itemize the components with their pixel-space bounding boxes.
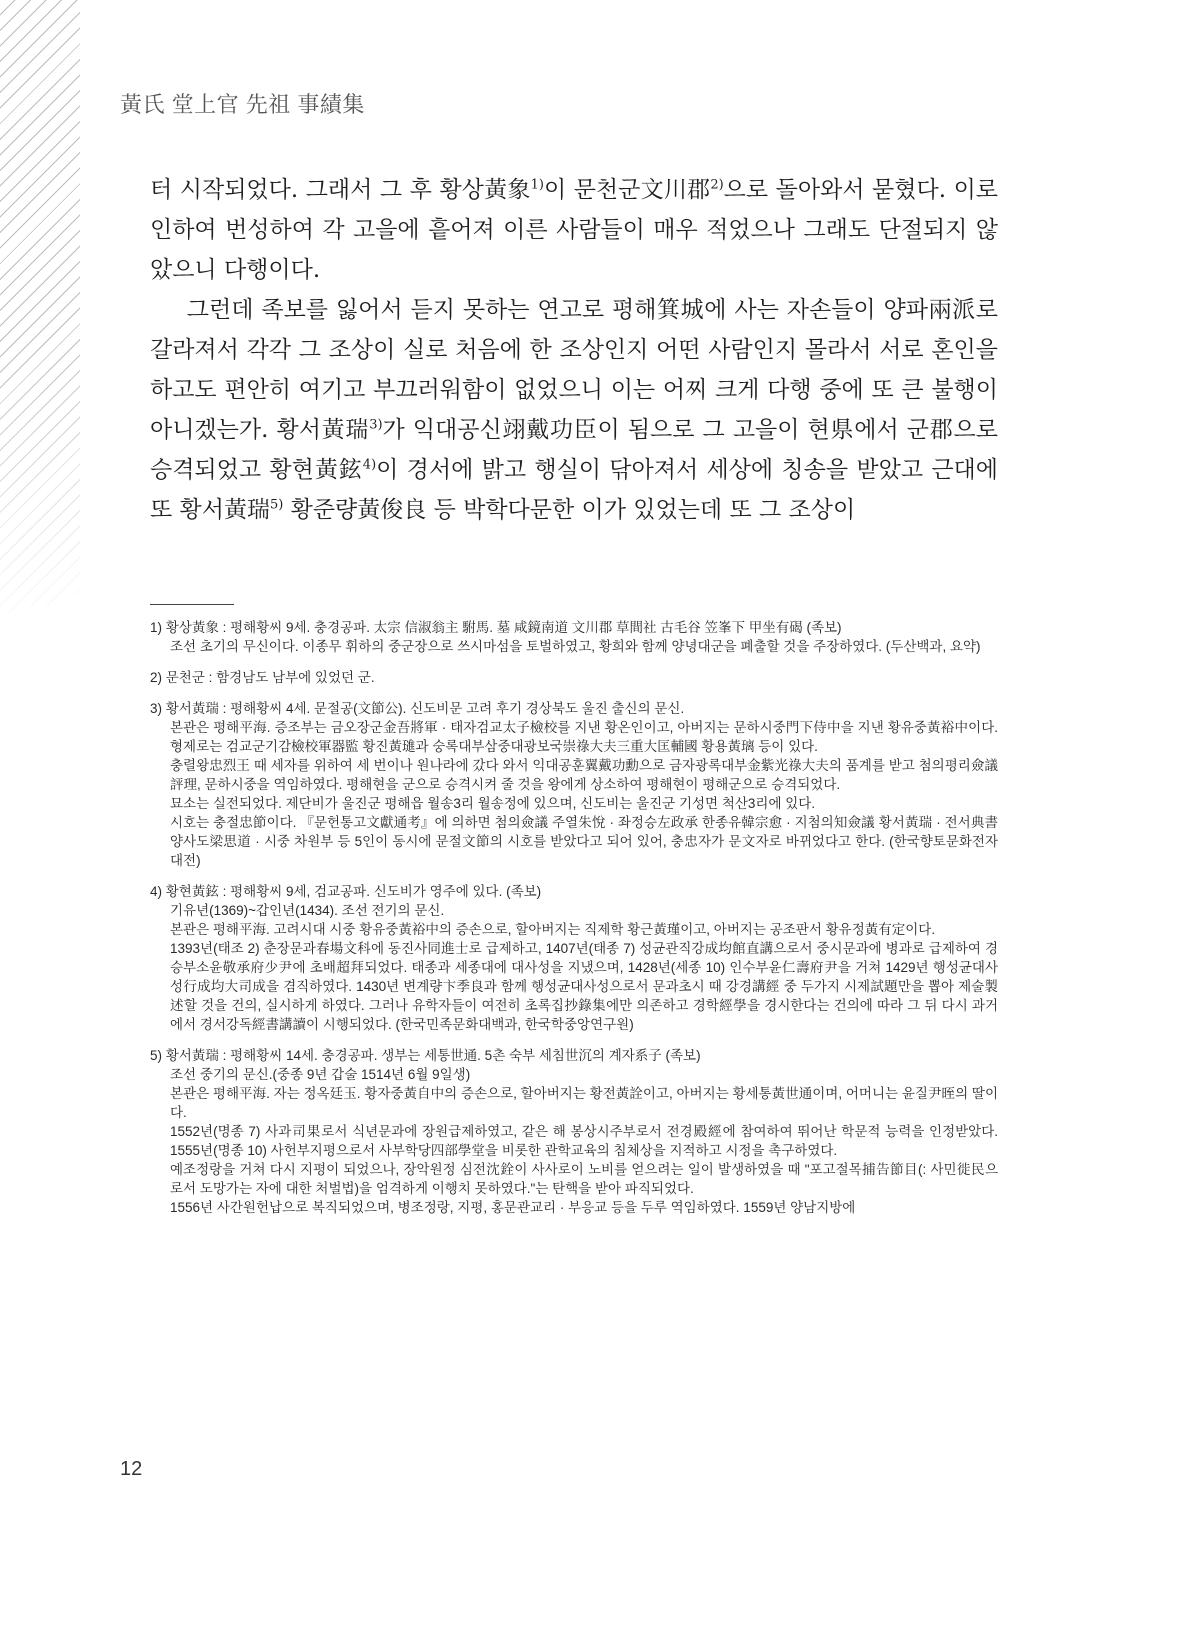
running-header-title: 黃氏 堂上官 先祖 事績集 xyxy=(120,92,365,117)
footnote-text: 충렬왕忠烈王 때 세자를 위하여 세 번이나 원나라에 갔다 와서 익대공훈翼戴功勳으로 금자광록대부金紫光祿大夫의 품계를 받고 첨의평리僉議評理, 문하시중을 역임하였다. 평해현을 군으로 승격시켜 줄 것을 왕에게 상소하여 평해현이 평해군으로 승격되었다. xyxy=(170,758,998,792)
body-text-segment: 이 경서에 밝고 행실이 닦아져서 세상에 칭송을 받았고 근대에 또 황서黃瑞 xyxy=(150,457,998,523)
page-number: 12 xyxy=(120,1458,143,1480)
footnote-reference: 1) xyxy=(530,177,544,193)
body-paragraph xyxy=(150,290,998,530)
footnote-text: 1393년(태조 2) 춘장문과春場文科에 동진사同進士로 급제하고, 1407년(태종 7) 성균관직강成均館直講으로서 중시문과에 병과로 급제하여 경승부소윤敬承府少尹에 초배超拜되었다. 태종과 세종대에 대사성을 지냈으며, 1428년(세종 10) 인수부윤仁壽府尹을 거쳐 1429년 행성균대사성行成均大司成을 겸직하였다. 1430년 변계량卞季良과 함께 행성균대사성으로서 문과초시 때 강경講經 중 두가지 시제試題만을 뽑아 제술製述할 것을 건의, 실시하게 하였다. 그러나 유학자들이 여전히 초록집抄錄集에만 의존하고 경학經學을 경시한다는 건의에 따라 그 뒤 다시 과거에서 경서강독經書講讀이 시행되었다. (한국민족문화대백과, 한국학중앙연구원) xyxy=(170,941,998,1032)
body-text-segment: 그런데 족보를 잃어서 듣지 못하는 연고로 평해箕城에 사는 자손들이 양파兩派로 갈라져서 각각 그 조상이 실로 처음에 한 조상인지 어떤 사람인지 몰라서 서로 혼인을 하고도 편안히 여기고 부끄러워함이 없었으니 이는 어찌 크게 다행 중에 또 큰 불행이 아니겠는가. 황서黃瑞 xyxy=(150,297,998,443)
footnote-text: 예조정랑을 거쳐 다시 지평이 되었으나, 장악원정 심전沈銓이 사사로이 노비를 얻으려는 일이 발생하였을 때 "포고절목捕告節目(: 사민徙民으로서 도망가는 자에 대한 처벌법)을 엄격하게 이행치 못하였다."는 탄핵을 받아 파직되었다. xyxy=(170,1162,998,1196)
footnote-heading: 2) 문천군 : 함경남도 남부에 있었던 군. xyxy=(150,670,375,685)
footnote-heading: 5) 황서黃瑞 : 평해황씨 14세. 충경공파. 생부는 세통世通. 5촌 숙부 세침世沉의 계자系子 (족보) xyxy=(150,1048,701,1063)
footnote xyxy=(150,699,998,870)
body-text-segment: 가 익대공신翊戴功臣이 됨으로 그 고을이 현県에서 군郡으로 승격되었고 황현黃鉉 xyxy=(150,417,998,483)
footnote xyxy=(150,668,998,687)
footnote-text: 본관은 평해平海. 자는 정옥廷玉. 황자중黃自中의 증손으로, 할아버지는 황전黃詮이고, 아버지는 황세통黃世通이며, 어머니는 윤질尹晊의 딸이다. xyxy=(170,1086,998,1120)
footnote-text: 조선 초기의 무신이다. 이종무 휘하의 중군장으로 쓰시마섬을 토벌하였고, 황희와 함께 양녕대군을 폐출할 것을 주장하였다. (두산백과, 요약) xyxy=(170,639,981,654)
body-text-segment: 황준량黃俊良 등 박학다문한 이가 있었는데 또 그 조상이 xyxy=(283,497,856,523)
footnote-heading: 4) 황현黃鉉 : 평해황씨 9세, 검교공파. 신도비가 영주에 있다. (족보) xyxy=(150,884,542,899)
footnotes-section xyxy=(150,618,998,1229)
footnote-divider xyxy=(150,604,234,605)
body-text-segment: 으로 돌아와서 묻혔다. 이로 인하여 번성하여 각 고을에 흩어져 이른 사람들이 매우 적었으나 그래도 단절되지 않았으니 다행이다. xyxy=(150,177,999,283)
footnote xyxy=(150,618,998,656)
footnote-text: 1556년 사간원헌납으로 복직되었으며, 병조정랑, 지평, 홍문관교리 · 부응교 등을 두루 역임하였다. 1559년 양남지방에 xyxy=(170,1200,856,1215)
footnote-text: 묘소는 실전되었다. 제단비가 울진군 평해읍 월송3리 월송정에 있으며, 신도비는 울진군 기성면 척산3리에 있다. xyxy=(170,796,816,811)
footnote-reference: 2) xyxy=(710,177,724,193)
main-body-text xyxy=(150,170,998,530)
footnote-reference: 4) xyxy=(362,457,377,473)
decorative-stripes xyxy=(0,0,80,620)
footnote-heading: 3) 황서黃瑞 : 평해황씨 4세. 문절공(文節公). 신도비문 고려 후기 경상북도 울진 출신의 문신. xyxy=(150,701,685,716)
body-paragraph xyxy=(150,170,998,290)
footnote-text: 1552년(명종 7) 사과司果로서 식년문과에 장원급제하였고, 같은 해 봉상시주부로서 전경殿經에 참여하여 뛰어난 학문적 능력을 인정받았다. 1555년(명종 10) 사헌부지평으로서 사부학당四部學堂을 비롯한 관학교육의 침체상을 지적하고 시정을 촉구하였다. xyxy=(170,1124,998,1158)
footnote xyxy=(150,882,998,1034)
body-text-segment: 이 문천군文川郡 xyxy=(543,177,711,203)
footnote-text: 본관은 평해平海. 고려시대 시중 황유중黃裕中의 증손으로, 할아버지는 직제학 황근黃瑾이고, 아버지는 공조판서 황유정黃有定이다. xyxy=(170,922,936,937)
footnote-text: 시호는 충절忠節이다. 『문헌통고文獻通考』에 의하면 첨의僉議 주열朱悅 · 좌정승左政承 한종유韓宗愈 · 지첨의知僉議 황서黃瑞 · 전서典書 양사도梁思道 · 시중 차원부 등 5인이 동시에 문절文節의 시호를 받았다고 되어 있어, 충忠자가 문文자로 바뀌었다고 한다. (한국향토문화전자대전) xyxy=(170,815,998,868)
body-text-segment: 터 시작되었다. 그래서 그 후 황상黃象 xyxy=(150,177,531,203)
footnote-text: 조선 중기의 문신.(중종 9년 갑술 1514년 6월 9일생) xyxy=(170,1067,471,1082)
footnote-reference: 3) xyxy=(369,417,383,433)
footnote-text: 본관은 평해平海. 증조부는 금오장군金吾將軍 · 태자검교太子檢校를 지낸 황온인이고, 아버지는 문하시중門下侍中을 지낸 황유중黃裕中이다. 형제로는 검교군기감檢校軍器監 황진黃璡과 숭록대부삼중대광보국崇祿大夫三重大匡輔國 황용黃璃 등이 있다. xyxy=(170,720,998,754)
footnote-text: 기유년(1369)~갑인년(1434). 조선 전기의 문신. xyxy=(170,903,445,918)
footnote xyxy=(150,1046,998,1217)
footnote-heading: 1) 황상黃象 : 평해황씨 9세. 충경공파. 太宗 信淑翁主 駙馬. 墓 咸鏡南道 文川郡 草間社 古毛谷 笠峯下 甲坐有碣 (족보) xyxy=(150,620,842,635)
footnote-reference: 5) xyxy=(269,497,284,513)
